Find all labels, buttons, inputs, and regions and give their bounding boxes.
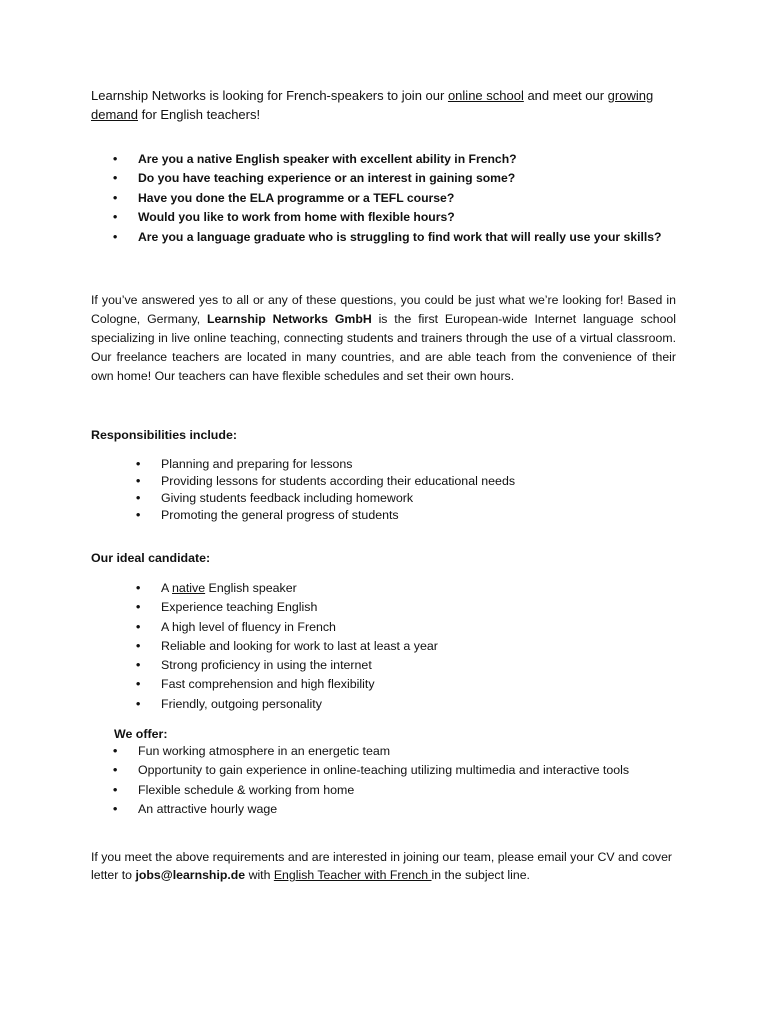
native-link[interactable]: native (172, 581, 206, 595)
candidate-item-text: A (161, 581, 173, 595)
closing-text: with (245, 868, 274, 882)
candidate-item: • Fast comprehension and high flexibility (136, 675, 676, 694)
candidate-item: • Friendly, outgoing personality (136, 695, 676, 714)
responsibilities-heading: Responsibilities include: (91, 428, 237, 442)
candidate-item: • Experience teaching English (136, 598, 676, 617)
intro-paragraph (91, 86, 681, 124)
candidate-item: • A high level of fluency in French (136, 618, 676, 637)
offer-item: • An attractive hourly wage (113, 800, 713, 819)
offer-heading: We offer: (114, 727, 168, 741)
question-item: • Have you done the ELA programme or a TEFL course? (113, 189, 713, 208)
subject-line-link[interactable]: English Teacher with French (273, 868, 432, 882)
candidate-item (136, 579, 676, 598)
growing-demand-link[interactable]: growing demand (91, 88, 654, 122)
offer-list (113, 742, 713, 820)
question-item: • Are you a native English speaker with excellent ability in French? (113, 150, 713, 169)
offer-item: • Flexible schedule & working from home (113, 781, 713, 800)
responsibilities-list (136, 455, 676, 523)
candidate-item-text: English speaker (205, 581, 297, 595)
intro-text: for English teachers! (137, 107, 261, 122)
question-item: • Do you have teaching experience or an interest in gaining some? (113, 169, 713, 188)
offer-item: • Fun working atmosphere in an energetic team (113, 742, 713, 761)
question-item: • Are you a language graduate who is struggling to find work that will really use your skills? (113, 228, 713, 247)
candidate-heading: Our ideal candidate: (91, 551, 211, 565)
company-paragraph (91, 291, 676, 386)
closing-text: in the subject line. (431, 868, 530, 882)
paragraph-text: If you’ve answered yes to all or any of these questions, you could be just what we’re looking for! Based in Cologne, Germany, (91, 293, 676, 326)
candidate-item: • Strong proficiency in using the internet (136, 656, 676, 675)
questions-list (113, 150, 713, 247)
closing-text: If you meet the above requirements and are interested in joining our team, please email your CV and cover letter to (91, 850, 673, 882)
email-address[interactable]: jobs@learnship.de (135, 868, 246, 882)
paragraph-text: is the first European-wide Internet language school specializing in live online teaching, connecting students and trainers through the use of a virtual classroom. Our freelance teachers are located in many countries, and are able teach from the convenience of their own home! Our teachers can have flexible schedules and set their own hours. (91, 312, 677, 383)
question-item: • Would you like to work from home with flexible hours? (113, 208, 713, 227)
intro-text: and meet our (523, 88, 608, 103)
intro-text: Learnship Networks is looking for French-speakers to join our (91, 88, 448, 103)
candidate-list (136, 579, 676, 714)
closing-paragraph (91, 848, 681, 884)
responsibility-item: • Planning and preparing for lessons (136, 455, 676, 472)
responsibility-item: • Giving students feedback including homework (136, 489, 676, 506)
candidate-item: • Reliable and looking for work to last at least a year (136, 637, 676, 656)
responsibility-item: • Providing lessons for students according their educational needs (136, 472, 676, 489)
company-name: Learnship Networks GmbH (207, 312, 372, 326)
offer-item: • Opportunity to gain experience in online-teaching utilizing multimedia and interactive tools (113, 761, 713, 780)
responsibility-item: • Promoting the general progress of students (136, 506, 676, 523)
online-school-link[interactable]: online school (447, 88, 524, 103)
